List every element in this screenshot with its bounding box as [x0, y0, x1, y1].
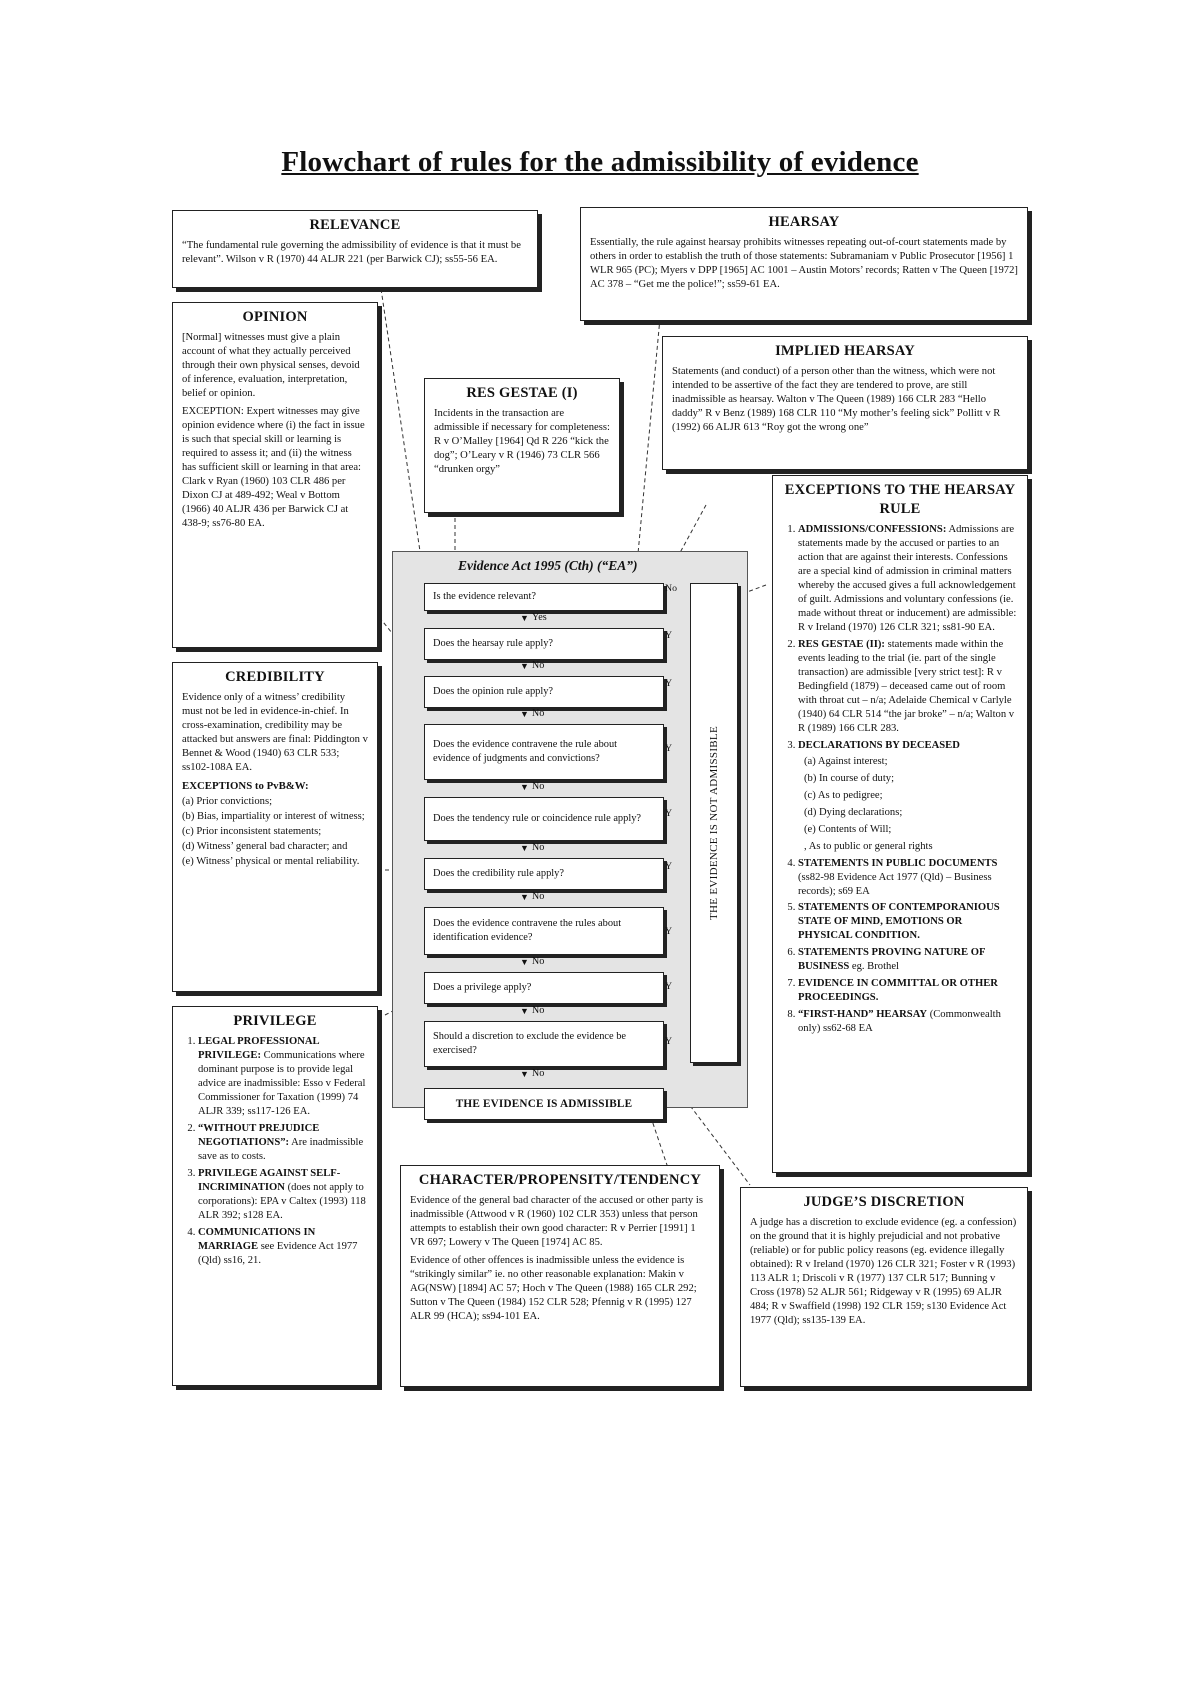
page-title: Flowchart of rules for the admissibility of evidence: [281, 146, 919, 178]
privilege-list: [182, 1035, 368, 1268]
connector: ▼ No: [520, 1005, 545, 1016]
side-label: No: [665, 583, 677, 594]
question-identification: Does the evidence contravene the rules about identification evidence?: [424, 907, 664, 955]
judge-heading: JUDGE’S DISCRETION: [803, 1194, 965, 1210]
character-heading: CHARACTER/PROPENSITY/TENDENCY: [418, 1172, 702, 1188]
exception-item: 8. “FIRST-HAND” HEARSAY (Commonwealth only) ss62-68 EA: [798, 1008, 1018, 1036]
deceased-sub-item: (a) Against interest;: [804, 755, 888, 767]
down-arrow-icon: ▼: [520, 1068, 529, 1079]
connector: ▼ No: [520, 781, 545, 792]
down-arrow-icon: ▼: [520, 708, 529, 719]
privilege-box: [172, 1006, 378, 1386]
exceptions-heading: EXCEPTIONS TO THE HEARSAY RULE: [784, 482, 1016, 518]
exception-item: 2. RES GESTAE (II): statements made within the events leading to the trial (ie. part of the single transaction) are admissible [very strict test]: R v Bedingfield (1879) – deceased came out of room with throat cut – n/a; Adelaide Chemical v Carlyle (1940) 64 CLR 514 “the jar broke” – n/a; Walton v R (1989) 166 CLR 283.: [798, 638, 1018, 736]
deceased-sub-item: (d) Dying declarations;: [804, 806, 903, 818]
implied-hearsay-box: [662, 336, 1028, 470]
credibility-heading: CREDIBILITY: [225, 669, 325, 685]
side-label: Y: [665, 678, 673, 689]
deceased-sublist: [798, 755, 1018, 854]
hearsay-box: [580, 207, 1028, 321]
privilege-item: 2. “WITHOUT PREJUDICE NEGOTIATIONS”: Are inadmissible save as to costs.: [198, 1122, 368, 1164]
exception-item: 6. STATEMENTS PROVING NATURE OF BUSINESS eg. Brothel: [798, 946, 1018, 974]
side-label: Y: [665, 743, 673, 754]
character-text-1: Evidence of the general bad character of the accused or other party is inadmissible (Attwood v R (1960) 102 CLR 353) unless that person attempts to establish their own good character: R v Perrier [1991] 1 VR 697; Lowery v The Queen [1974] AC 85.: [410, 1195, 703, 1249]
admissible-box: THE EVIDENCE IS ADMISSIBLE: [424, 1088, 664, 1120]
deceased-sub-item: , As to public or general rights: [804, 840, 933, 852]
credibility-exceptions-label: EXCEPTIONS to PvB&W:: [182, 779, 309, 792]
side-label: Y: [665, 1036, 673, 1047]
opinion-text-2: EXCEPTION: Expert witnesses may give opinion evidence where (i) the fact in issue is such that special skill or learning is required to assess it; and (ii) the witness has sufficient skill or learning in that area: Clark v Ryan (1960) 103 CLR 486 per Dixon CJ at 489-492; Weal v Bottom (1966) 40 ALJR 436 per Barwick CJ at 438-9; ss76-80 EA.: [182, 405, 365, 529]
credibility-exception-item: (c) Prior inconsistent statements;: [182, 826, 322, 838]
down-arrow-icon: ▼: [520, 842, 529, 853]
question-judgments: Does the evidence contravene the rule about evidence of judgments and convictions?: [424, 724, 664, 780]
res-gestae-text: Incidents in the transaction are admissible if necessary for completeness: R v O’Malley [1964] Qd R 226 “kick the dog”; O’Leary v R (1946) 73 CLR 566 “drunken orgy”: [434, 408, 610, 475]
credibility-exception-item: (e) Witness’ physical or mental reliability.: [182, 856, 360, 868]
question-credibility: Does the credibility rule apply?: [424, 858, 664, 890]
question-opinion: Does the opinion rule apply?: [424, 676, 664, 708]
exception-item: 3. DECLARATIONS BY DECEASED (a) Against interest; (b) In course of duty; (c) As to pedigree; (d) Dying declarations; (e) Contents of Will; , As to public or general rights: [798, 739, 1018, 854]
judge-text: A judge has a discretion to exclude evidence (eg. a confession) on the ground that it is highly prejudicial and not probative (reliable) or for public policy reasons (eg. evidence illegally obtained): R v Ireland (1970) 126 CLR 321; Foster v R (1993) 113 ALR 1; Driscoli v R (1977) 137 CLR 517; Bunning v Cross (1978) 52 ALJR 561; Ridgeway v R (1995) 69 ALJR 484; R v Swaffield (1998) 192 CLR 159; s130 Evidence Act 1977 (Qld); ss135-139 EA.: [750, 1217, 1017, 1326]
exception-item: 5. STATEMENTS OF CONTEMPORANIOUS STATE OF MIND, EMOTIONS OR PHYSICAL CONDITION.: [798, 901, 1018, 943]
connector: ▼ No: [520, 842, 545, 853]
privilege-heading: PRIVILEGE: [233, 1013, 317, 1029]
privilege-item: 1. LEGAL PROFESSIONAL PRIVILEGE: Communications where dominant purpose is to provide legal advice are inadmissible: Esso v Federal Commissioner for Taxation (1999) 74 ALJR 339; ss117-126 EA.: [198, 1035, 368, 1119]
connector: ▼ No: [520, 708, 545, 719]
down-arrow-icon: ▼: [520, 891, 529, 902]
connector: ▼ No: [520, 660, 545, 671]
relevance-link: [380, 282, 425, 585]
down-arrow-icon: ▼: [520, 612, 529, 623]
credibility-exceptions-list: [182, 795, 368, 869]
exceptions-box: [772, 475, 1028, 1173]
question-hearsay: Does the hearsay rule apply?: [424, 628, 664, 660]
side-label: Y: [665, 630, 673, 641]
exceptions-list: [782, 523, 1018, 1036]
side-label: Y: [665, 861, 673, 872]
credibility-exception-item: (b) Bias, impartiality or interest of witness;: [182, 811, 365, 823]
judge-box: [740, 1187, 1028, 1387]
implied-hearsay-text: Statements (and conduct) of a person other than the witness, which were not intended to be assertive of the fact they are tendered to prove, are still inadmissible as hearsay. Walton v The Queen (1989) 166 CLR 283 “Hello daddy” R v Benz (1989) 168 CLR 110 “My mother’s feeling sick” Pollitt v R (1992) 66 ALJR 613 “Roy got the wrong one”: [672, 366, 1001, 433]
hearsay-text: Essentially, the rule against hearsay prohibits witnesses repeating out-of-court statements made by others in order to establish the truth of those statements: Subramaniam v Public Prosecutor [1956] 1 WLR 965 (PC); Myers v DPP [1965] AC 1001 – Austin Motors’ records; Ratten v The Queen [1972] AC 378 – “Get me the police!”; ss59-61 EA.: [590, 237, 1018, 291]
credibility-text: Evidence only of a witness’ credibility must not be led in evidence-in-chief. In cross-examination, credibility may be attacked but answers are final: Piddington v Bennet & Wood (1940) 63 CLR 533; ss102-108A EA.: [182, 692, 368, 773]
side-label: Y: [665, 926, 673, 937]
not-admissible-box: [690, 583, 738, 1063]
down-arrow-icon: ▼: [520, 781, 529, 792]
relevance-heading: RELEVANCE: [309, 217, 401, 233]
deceased-sub-item: (e) Contents of Will;: [804, 823, 892, 835]
relevance-text: “The fundamental rule governing the admissibility of evidence is that it must be relevant”. Wilson v R (1970) 44 ALJR 221 (per Barwick CJ); ss55-56 EA.: [182, 240, 521, 266]
credibility-box: [172, 662, 378, 992]
down-arrow-icon: ▼: [520, 956, 529, 967]
connector: ▼ No: [520, 956, 545, 967]
deceased-sub-item: (c) As to pedigree;: [804, 789, 883, 801]
side-label: Y: [665, 808, 673, 819]
exception-item: 1. ADMISSIONS/CONFESSIONS: Admissions are statements made by the accused or parties to an action that are against their interests. Confessions are a special kind of admission in criminal matters whereby the accused gives a full acknowledgement of guilt. Admissions and voluntary confessions (ie. made without threat or inducement) are admissible: R v Ireland (1970) 126 CLR 321; ss81-90 EA.: [798, 523, 1018, 635]
credibility-exception-item: (a) Prior convictions;: [182, 796, 273, 808]
down-arrow-icon: ▼: [520, 660, 529, 671]
exception-item: 4. STATEMENTS IN PUBLIC DOCUMENTS (ss82-98 Evidence Act 1977 (Qld) – Business records); s69 EA: [798, 857, 1018, 899]
opinion-heading: OPINION: [242, 309, 308, 325]
opinion-text-1: [Normal] witnesses must give a plain account of what they actually perceived through their own physical senses, devoid of inference, evaluation, interpretation, belief or opinion.: [182, 332, 360, 399]
question-relevant: Is the evidence relevant?: [424, 583, 664, 611]
connector: ▼ No: [520, 891, 545, 902]
res-gestae-heading: RES GESTAE (I): [466, 385, 578, 401]
privilege-item: 3. PRIVILEGE AGAINST SELF-INCRIMINATION (does not apply to corporations): EPA v Caltex (1993) 118 ALR 392; s128 EA.: [198, 1167, 368, 1223]
exception-item: 7. EVIDENCE IN COMMITTAL OR OTHER PROCEEDINGS.: [798, 977, 1018, 1005]
connector: ▼ No: [520, 1068, 545, 1079]
not-admissible-label: THE EVIDENCE IS NOT ADMISSIBLE: [708, 726, 720, 920]
evidence-act-title: Evidence Act 1995 (Cth) (“EA”): [458, 558, 638, 573]
hearsay-heading: HEARSAY: [768, 214, 840, 230]
privilege-item: 4. COMMUNICATIONS IN MARRIAGE see Evidence Act 1977 (Qld) ss16, 21.: [198, 1226, 368, 1268]
question-privilege: Does a privilege apply?: [424, 972, 664, 1004]
deceased-sub-item: (b) In course of duty;: [804, 772, 895, 784]
relevance-box: [172, 210, 538, 288]
credibility-exception-item: (d) Witness’ general bad character; and: [182, 841, 348, 853]
question-tendency: Does the tendency rule or coincidence rule apply?: [424, 797, 664, 841]
question-discretion: Should a discretion to exclude the evidence be exercised?: [424, 1021, 664, 1067]
side-label: Y: [665, 981, 673, 992]
opinion-box: [172, 302, 378, 648]
character-text-2: Evidence of other offences is inadmissible unless the evidence is “strikingly similar” ie. no other reasonable explanation: Makin v AG(NSW) [1894] AC 57; Hoch v The Queen (1988) 165 CLR 292; Sutton v The Queen (1984) 152 CLR 528; Pfennig v R (1995) 127 ALR 99 (HCA); ss94-101 EA.: [410, 1255, 697, 1322]
down-arrow-icon: ▼: [520, 1005, 529, 1016]
connector: ▼ Yes: [520, 612, 547, 623]
res-gestae-box: [424, 378, 620, 513]
implied-hearsay-heading: IMPLIED HEARSAY: [775, 343, 915, 359]
character-box: [400, 1165, 720, 1387]
